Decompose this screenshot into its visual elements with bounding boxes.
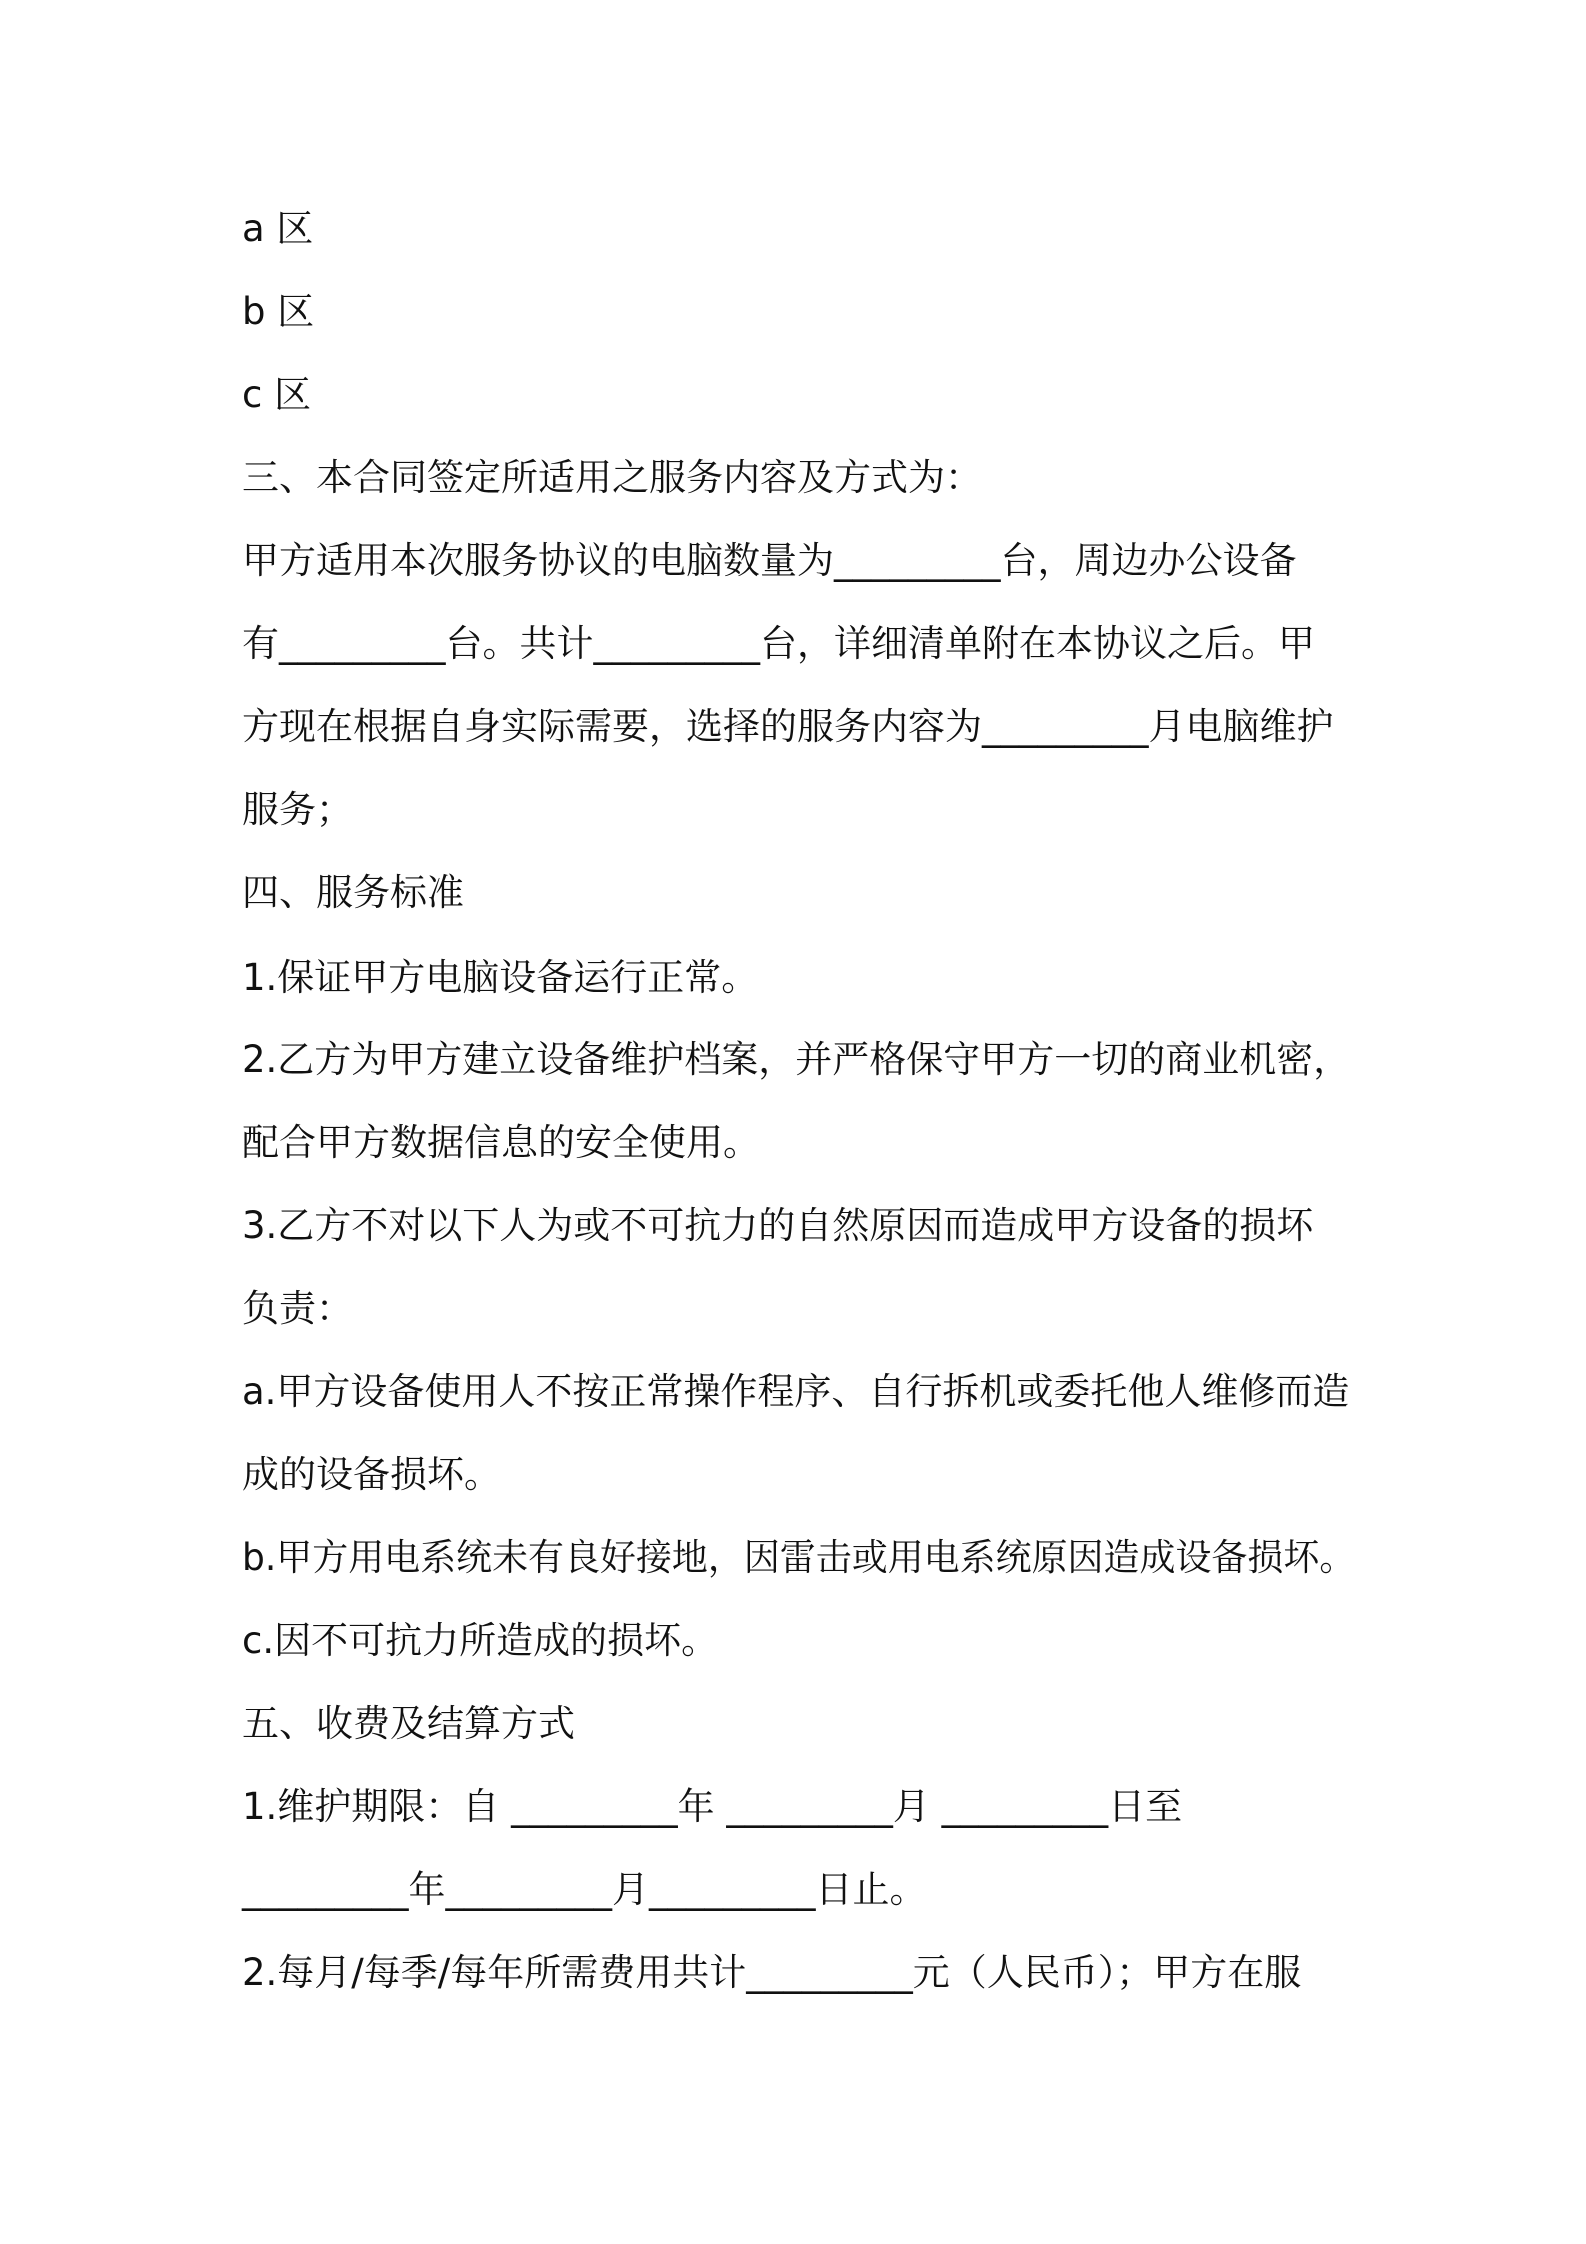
text-line: 成的设备损坏。 bbox=[242, 1453, 501, 1496]
text-line: 服务； bbox=[242, 788, 353, 831]
text-line: 方现在根据自身实际需要，选择的服务内容为_________月电脑维护 bbox=[242, 705, 1334, 748]
section-heading: 四、服务标准 bbox=[242, 871, 464, 914]
text-line: 2.每月/每季/每年所需费用共计_________元（人民币）；甲方在服 bbox=[242, 1951, 1302, 1994]
text-line: a 区 bbox=[242, 207, 314, 250]
text-line: b.甲方用电系统未有良好接地，因雷击或用电系统原因造成设备损坏。 bbox=[242, 1536, 1356, 1579]
text-line: 甲方适用本次服务协议的电脑数量为_________台，周边办公设备 bbox=[242, 539, 1297, 582]
text-line: 2.乙方为甲方建立设备维护档案，并严格保守甲方一切的商业机密， bbox=[242, 1038, 1351, 1081]
text-line: c.因不可抗力所造成的损坏。 bbox=[242, 1619, 719, 1662]
text-line: 负责： bbox=[242, 1287, 353, 1330]
text-line: c 区 bbox=[242, 373, 312, 416]
text-line: 1.保证甲方电脑设备运行正常。 bbox=[242, 956, 759, 999]
text-line: 有_________台。共计_________台，详细清单附在本协议之后。甲 bbox=[242, 622, 1315, 665]
text-line: _________年_________月_________日止。 bbox=[242, 1868, 927, 1911]
section-heading: 五、收费及结算方式 bbox=[242, 1702, 575, 1745]
text-line: 配合甲方数据信息的安全使用。 bbox=[242, 1121, 760, 1164]
text-line: b 区 bbox=[242, 290, 315, 333]
text-line: 1.维护期限：自 _________年 _________月 _________日至 bbox=[242, 1785, 1183, 1828]
text-line: 3.乙方不对以下人为或不可抗力的自然原因而造成甲方设备的损坏 bbox=[242, 1204, 1314, 1247]
section-heading: 三、本合同签定所适用之服务内容及方式为： bbox=[242, 456, 982, 499]
text-line: a.甲方设备使用人不按正常操作程序、自行拆机或委托他人维修而造 bbox=[242, 1370, 1350, 1413]
